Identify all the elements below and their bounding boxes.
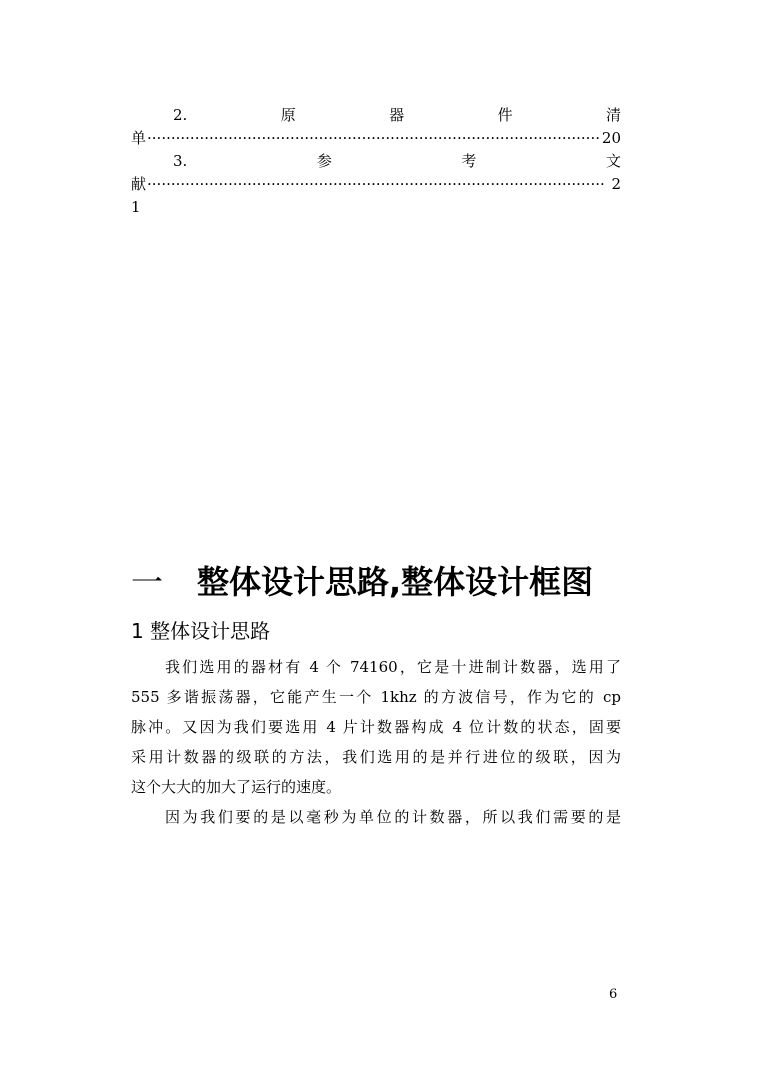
paragraph-line: 我们选用的器材有 4 个 74160，它是十进制计数器，选用了 [165, 658, 621, 676]
toc-entry-page-wrap: 1 [131, 198, 141, 216]
page-number: 6 [609, 987, 618, 1002]
toc-entry-continuation: 献 [131, 175, 147, 193]
toc-leader-dots [147, 127, 601, 150]
toc-entry-char: 文 [605, 152, 621, 170]
toc-entry-number: 3. [173, 152, 188, 170]
section-heading [131, 560, 593, 604]
paragraph-line: 这个大大的加大了运行的速度。 [131, 778, 342, 796]
paragraph-line: 因为我们要的是以毫秒为单位的计数器，所以我们需要的是 [165, 808, 621, 826]
toc-entry-second-line [131, 173, 621, 196]
toc-entry-char: 考 [461, 152, 477, 170]
section-number: 一 [131, 563, 164, 601]
toc-entry-2[interactable] [131, 104, 621, 150]
toc-entry-3[interactable] [131, 150, 621, 219]
toc-entry-page: 20 [601, 129, 621, 147]
section-title: 整体设计思路,整体设计框图 [197, 563, 594, 601]
paragraph-line: 555 多谐振荡器，它能产生一个 1khz 的方波信号，作为它的 cp [131, 688, 621, 706]
toc-entry-char: 器 [389, 106, 405, 124]
toc-entry-first-line [131, 104, 621, 127]
toc-leader-dots [147, 173, 610, 196]
paragraph-line: 脉冲。又因为我们要选用 4 片计数器构成 4 位计数的状态，固要 [131, 718, 621, 736]
toc-entry-char: 参 [316, 152, 332, 170]
toc-entry-continuation: 单 [131, 129, 147, 147]
paragraph-line: 采用计数器的级联的方法，我们选用的是并行进位的级联，因为 [131, 748, 621, 766]
body-paragraph-2 [131, 802, 621, 832]
toc-entry-char: 原 [280, 106, 296, 124]
toc-entry-second-line [131, 127, 621, 150]
subsection-heading: 1 整体设计思路 [131, 619, 271, 643]
toc-entry-page: 2 [611, 175, 621, 193]
toc-entry-char: 件 [497, 106, 513, 124]
toc-entry-first-line [131, 150, 621, 173]
toc-entry-char: 清 [605, 106, 621, 124]
toc-entry-number: 2. [173, 106, 188, 124]
body-paragraph-1 [131, 652, 621, 802]
